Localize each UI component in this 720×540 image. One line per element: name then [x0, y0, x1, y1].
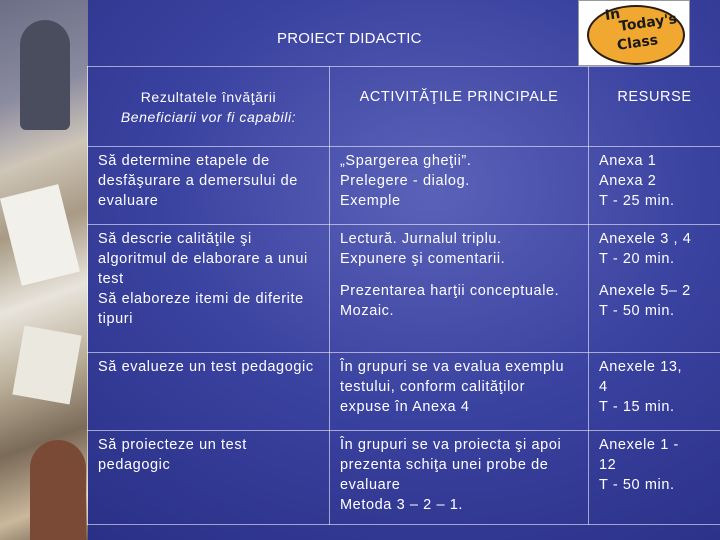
logo-word: In: [603, 6, 622, 24]
header-outcomes-line1: Rezultatele învăţării: [140, 89, 277, 105]
activity-cell: În grupuri se va proiecta şi apoi prezenta schiţa unei probe de evaluare Metoda 3 – 2 – 1.: [330, 431, 589, 525]
in-todays-class-logo: [578, 0, 690, 66]
header-outcomes: [88, 67, 330, 147]
photo-paper: [12, 325, 81, 404]
header-activities: ACTIVITĂŢILE PRINCIPALE: [330, 67, 589, 147]
table-row: [88, 353, 720, 431]
outcome-cell: Să descrie calităţile şi algoritmul de elaborare a unui test Să elaboreze itemi de diferite tipuri: [88, 225, 330, 353]
outcome-cell: Să proiecteze un test pedagogic: [88, 431, 330, 525]
activity-cell: „Spargerea gheţii”. Prelegere - dialog. Exemple: [330, 147, 589, 225]
table-header-row: [88, 67, 720, 147]
resources-cell: Anexele 3 , 4 T - 20 min. Anexele 5– 2 T - 50 min.: [589, 225, 720, 353]
activity-cell: Lectură. Jurnalul triplu. Expunere şi comentarii. Prezentarea harţii conceptuale. Mozaic.: [330, 225, 589, 353]
activity-cell: În grupuri se va evalua exemplu testului, conform calităţilor expuse în Anexa 4: [330, 353, 589, 431]
outcome-cell: Să evalueze un test pedagogic: [88, 353, 330, 431]
table-row: [88, 225, 720, 353]
logo-word: Today's: [618, 11, 678, 35]
header-resources: RESURSE: [589, 67, 720, 147]
logo-word: Class: [616, 32, 660, 54]
resources-cell: Anexele 1 - 12 T - 50 min.: [589, 431, 720, 525]
slide-title: PROIECT DIDACTIC: [277, 30, 422, 47]
table-row: [88, 431, 720, 525]
resources-cell: Anexele 13, 4 T - 15 min.: [589, 353, 720, 431]
classroom-photo: [0, 0, 88, 540]
photo-person: [30, 440, 86, 540]
table-row: [88, 147, 720, 225]
photo-person: [20, 20, 70, 130]
photo-paper: [0, 184, 80, 286]
outcome-cell: Să determine etapele de desfăşurare a demersului de evaluare: [88, 147, 330, 225]
header-outcomes-line2: Beneficiarii vor fi capabili:: [120, 109, 297, 125]
resources-cell: Anexa 1 Anexa 2 T - 25 min.: [589, 147, 720, 225]
didactic-table: [87, 66, 720, 525]
